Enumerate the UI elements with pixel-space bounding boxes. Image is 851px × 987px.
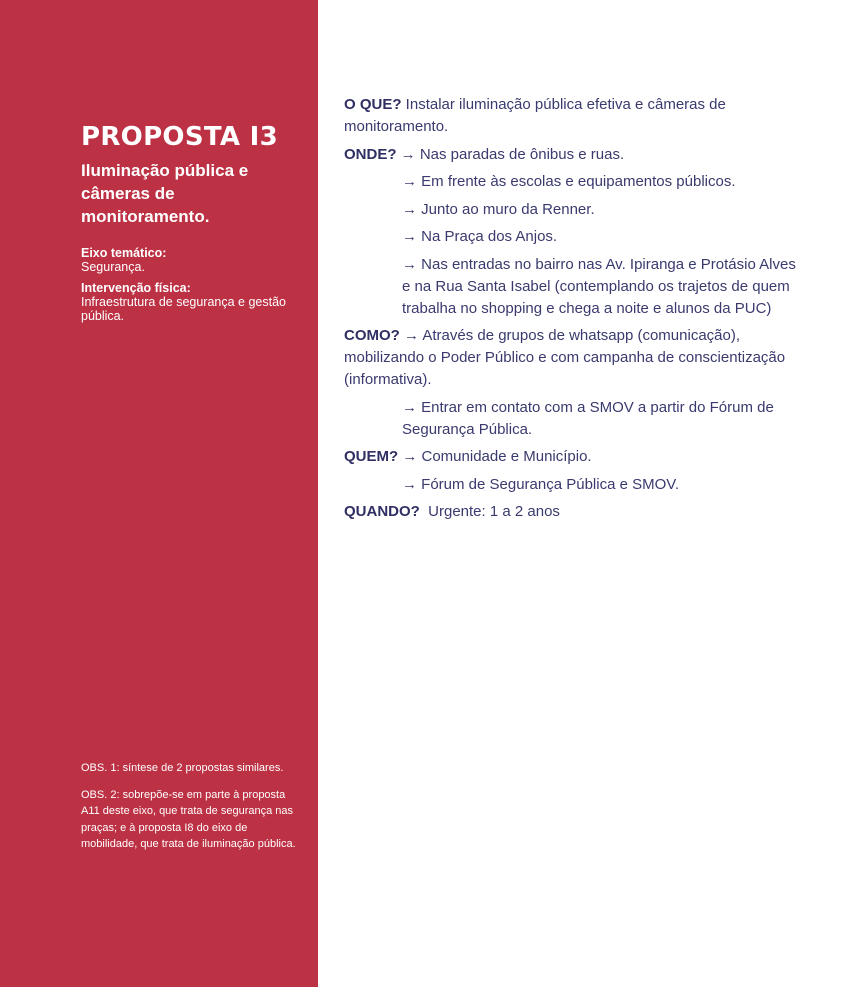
quando-label: QUANDO?: [344, 503, 420, 520]
como-text: → Através de grupos de whatsapp (comunicação), mobilizando o Poder Público e com campanha de conscientização (informativa).: [344, 327, 786, 388]
intervencao-label: Intervenção física:: [81, 281, 191, 295]
intervencao-value: Infraestrutura de segurança e gestão pública.: [81, 295, 286, 323]
quando-block: [344, 501, 804, 523]
quando-text: Urgente: 1 a 2 anos: [419, 503, 560, 520]
proposal-subtitle: Iluminação pública e câmeras de monitoramento.: [81, 161, 249, 226]
quem-text: → Comunidade e Município.: [398, 448, 592, 465]
onde-block: [344, 144, 804, 166]
proposal-title: PROPOSTA I3: [81, 122, 279, 152]
proposal-meta: [81, 246, 306, 330]
observations: [81, 760, 306, 853]
onde-item-3: → Na Praça dos Anjos.: [402, 228, 558, 245]
eixo-label: Eixo temático:: [81, 246, 167, 260]
o-que-label: O QUE?: [344, 96, 402, 113]
como-label: COMO?: [344, 327, 400, 344]
onde-label: ONDE?: [344, 145, 397, 163]
obs-1: OBS. 1: síntese de 2 propostas similares.: [81, 762, 284, 774]
onde-item-4: → Nas entradas no bairro nas Av. Ipiranga e Protásio Alves e na Rua Santa Isabel (contemplando os trajetos de quem trabalha no shopping e chega a noite e alunos da PUC): [402, 255, 796, 317]
como-block: [344, 325, 804, 391]
como-item-0: → Entrar em contato com a SMOV a partir do Fórum de Segurança Pública.: [402, 398, 774, 438]
quem-label: QUEM?: [344, 448, 399, 465]
quem-block: [344, 446, 804, 468]
eixo-value: Segurança.: [81, 260, 145, 274]
quem-item-0: → Fórum de Segurança Pública e SMOV.: [402, 475, 680, 493]
onde-item-1: → Em frente às escolas e equipamentos públicos.: [402, 173, 736, 190]
onde-item-0: → Nas paradas de ônibus e ruas.: [400, 145, 625, 163]
o-que-text: Instalar iluminação pública efetiva e câmeras de monitoramento.: [344, 96, 726, 135]
obs-2: OBS. 2: sobrepõe-se em parte à proposta A11 deste eixo, que trata de segurança nas praças; e à proposta I8 do eixo de mobilidade, que trata de iluminação pública.: [81, 788, 296, 850]
sidebar-panel: [0, 0, 318, 987]
onde-item-2: → Junto ao muro da Renner.: [402, 200, 595, 218]
proposal-content: [344, 94, 804, 529]
o-que-block: [344, 94, 804, 138]
